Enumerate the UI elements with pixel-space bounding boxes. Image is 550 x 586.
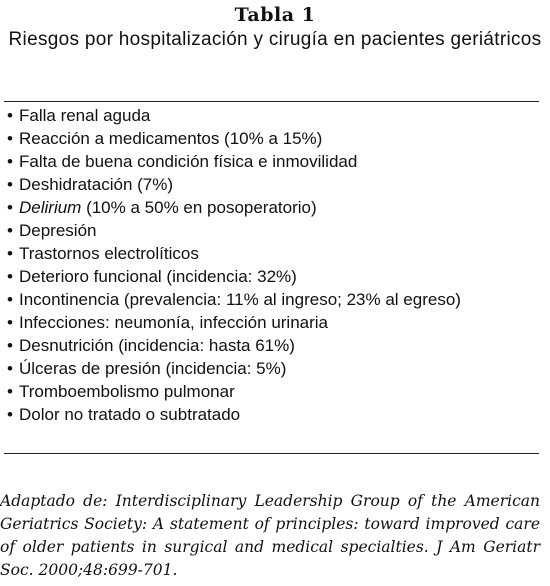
bullet: • [7, 244, 13, 263]
list-item [0, 380, 540, 403]
list-item [0, 311, 540, 334]
bullet: • [7, 198, 13, 217]
list-item-text: Úlceras de presión (incidencia: 5%) [19, 359, 287, 378]
list-item-text: Deterioro funcional (incidencia: 32%) [19, 267, 297, 286]
list-item [0, 242, 540, 265]
bullet: • [7, 221, 13, 240]
list-item-text: Trastornos electrolíticos [19, 244, 199, 263]
list-item-text: Depresión [19, 221, 97, 240]
list-item [0, 104, 540, 127]
table-caption: Riesgos por hospitalización y cirugía en pacientes geriátricos [8, 29, 542, 50]
source-note: Adaptado de: Interdisciplinary Leadership Group of the American Geriatrics Society: A statement of principles: toward improved care of older patients in surgical and medical specialties. J Am Geriatr Soc. 2000;48:699-701. [0, 492, 540, 579]
list-item [0, 173, 540, 196]
list-item-text: Deshidratación (7%) [19, 175, 174, 194]
bottom-rule [4, 453, 539, 454]
list-item-text: Dolor no tratado o subtratado [19, 405, 241, 424]
list-item [0, 288, 540, 311]
bullet: • [7, 336, 13, 355]
bullet: • [7, 405, 13, 424]
bullet: • [7, 267, 13, 286]
list-item-text: (10% a 50% en posoperatorio) [81, 198, 317, 217]
list-item [0, 265, 540, 288]
bullet: • [7, 152, 13, 171]
bullet: • [7, 359, 13, 378]
list-item-text: Reacción a medicamentos (10% a 15%) [19, 129, 323, 148]
bullet: • [7, 129, 13, 148]
list-item [0, 150, 540, 173]
risk-list [0, 104, 540, 426]
table-title: Tabla 1 [234, 4, 316, 26]
bullet: • [7, 175, 13, 194]
list-item [0, 357, 540, 380]
list-item [0, 403, 540, 426]
list-item-text: Incontinencia (prevalencia: 11% al ingreso; 23% al egreso) [19, 290, 461, 309]
list-item-text: Falla renal aguda [19, 106, 151, 125]
bullet: • [7, 290, 13, 309]
list-item-text: Infecciones: neumonía, infección urinaria [19, 313, 329, 332]
top-rule [4, 101, 539, 102]
list-item-text: Falta de buena condición física e inmovilidad [19, 152, 358, 171]
list-item [0, 334, 540, 357]
list-item-text: Desnutrición (incidencia: hasta 61%) [19, 336, 295, 355]
list-item [0, 196, 540, 219]
bullet: • [7, 313, 13, 332]
list-item [0, 127, 540, 150]
list-item-text: Tromboembolismo pulmonar [19, 382, 235, 401]
list-item [0, 219, 540, 242]
bullet: • [7, 382, 13, 401]
bullet: • [7, 106, 13, 125]
list-item-term: Delirium [19, 198, 82, 217]
